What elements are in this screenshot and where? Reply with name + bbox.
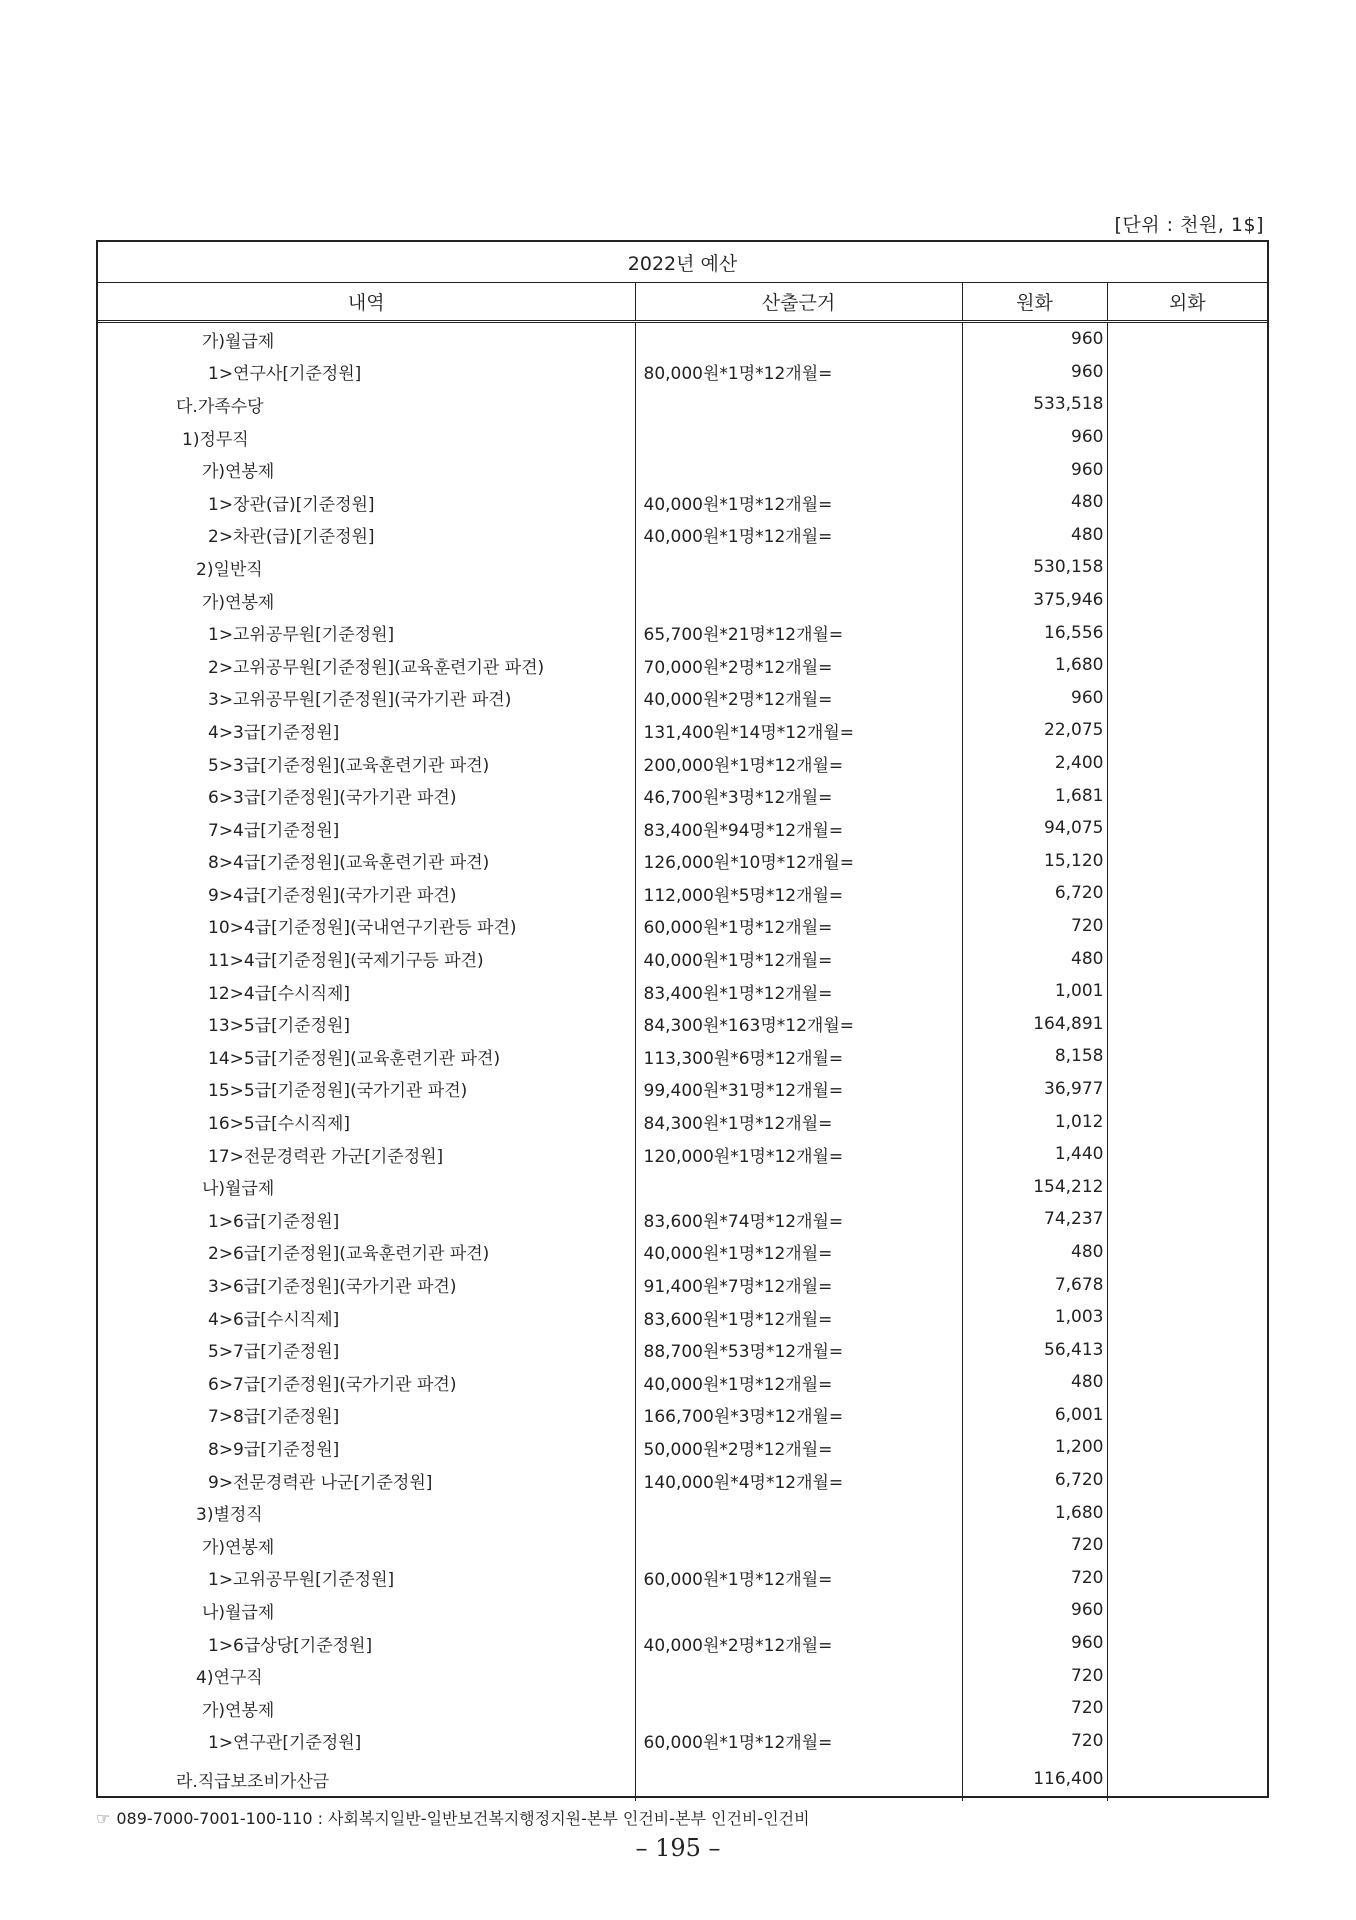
cell-item: 3)별정직 bbox=[98, 1496, 635, 1529]
cell-basis: 120,000원*1명*12개월= bbox=[635, 1138, 962, 1171]
table-row bbox=[98, 942, 1267, 975]
cell-item: 다.가족수당 bbox=[98, 388, 635, 421]
cell-krw: 1,440 bbox=[962, 1138, 1107, 1171]
cell-basis bbox=[635, 1757, 962, 1801]
cell-krw: 1,001 bbox=[962, 975, 1107, 1008]
cell-basis: 40,000원*1명*12개월= bbox=[635, 519, 962, 552]
cell-item: 7>8급[기준정원] bbox=[98, 1399, 635, 1432]
cell-foreign bbox=[1107, 519, 1267, 552]
cell-item: 가)월급제 bbox=[98, 322, 635, 356]
cell-foreign bbox=[1107, 1659, 1267, 1692]
cell-basis: 84,300원*1명*12개월= bbox=[635, 1105, 962, 1138]
table-row bbox=[98, 1496, 1267, 1529]
cell-item: 1>연구관[기준정원] bbox=[98, 1725, 635, 1758]
cell-foreign bbox=[1107, 1529, 1267, 1562]
table-row bbox=[98, 322, 1267, 356]
cell-foreign bbox=[1107, 1073, 1267, 1106]
column-header-item: 내역 bbox=[98, 283, 635, 322]
table-row bbox=[98, 877, 1267, 910]
cell-krw: 480 bbox=[962, 519, 1107, 552]
footnote bbox=[96, 1806, 810, 1829]
cell-item: 나)월급제 bbox=[98, 1594, 635, 1627]
cell-basis bbox=[635, 1659, 962, 1692]
cell-krw: 530,158 bbox=[962, 551, 1107, 584]
table-row bbox=[98, 453, 1267, 486]
cell-foreign bbox=[1107, 1594, 1267, 1627]
cell-krw: 960 bbox=[962, 682, 1107, 715]
table-row bbox=[98, 1627, 1267, 1660]
cell-krw: 94,075 bbox=[962, 812, 1107, 845]
cell-basis: 70,000원*2명*12개월= bbox=[635, 649, 962, 682]
cell-foreign bbox=[1107, 812, 1267, 845]
cell-foreign bbox=[1107, 322, 1267, 356]
cell-basis bbox=[635, 453, 962, 486]
cell-foreign bbox=[1107, 942, 1267, 975]
cell-item: 2>6급[기준정원](교육훈련기관 파견) bbox=[98, 1236, 635, 1269]
cell-foreign bbox=[1107, 1301, 1267, 1334]
table-row bbox=[98, 1236, 1267, 1269]
cell-basis: 99,400원*31명*12개월= bbox=[635, 1073, 962, 1106]
cell-item: 11>4급[기준정원](국제기구등 파견) bbox=[98, 942, 635, 975]
cell-item: 15>5급[기준정원](국가기관 파견) bbox=[98, 1073, 635, 1106]
cell-krw: 720 bbox=[962, 910, 1107, 943]
cell-basis: 60,000원*1명*12개월= bbox=[635, 1562, 962, 1595]
table-row bbox=[98, 584, 1267, 617]
cell-item: 8>4급[기준정원](교육훈련기관 파견) bbox=[98, 845, 635, 878]
table-row bbox=[98, 682, 1267, 715]
table-row bbox=[98, 1105, 1267, 1138]
cell-krw: 480 bbox=[962, 486, 1107, 519]
cell-foreign bbox=[1107, 616, 1267, 649]
cell-item: 7>4급[기준정원] bbox=[98, 812, 635, 845]
cell-basis bbox=[635, 421, 962, 454]
cell-basis bbox=[635, 1496, 962, 1529]
table-row bbox=[98, 1333, 1267, 1366]
table-row bbox=[98, 486, 1267, 519]
cell-basis bbox=[635, 388, 962, 421]
cell-krw: 1,681 bbox=[962, 779, 1107, 812]
cell-item: 4>6급[수시직제] bbox=[98, 1301, 635, 1334]
budget-table bbox=[98, 242, 1267, 1801]
cell-krw: 375,946 bbox=[962, 584, 1107, 617]
table-row bbox=[98, 747, 1267, 780]
table-row bbox=[98, 714, 1267, 747]
cell-krw: 720 bbox=[962, 1562, 1107, 1595]
cell-basis: 91,400원*7명*12개월= bbox=[635, 1268, 962, 1301]
footnote-text: 089-7000-7001-100-110 : 사회복지일반-일반보건복지행정지원-본부 인건비-본부 인건비-인건비 bbox=[116, 1809, 810, 1828]
cell-basis bbox=[635, 1170, 962, 1203]
cell-basis: 83,600원*1명*12개월= bbox=[635, 1301, 962, 1334]
cell-item: 17>전문경력관 가군[기준정원] bbox=[98, 1138, 635, 1171]
cell-foreign bbox=[1107, 1268, 1267, 1301]
cell-foreign bbox=[1107, 551, 1267, 584]
table-row bbox=[98, 519, 1267, 552]
table-body bbox=[98, 322, 1267, 1802]
cell-krw: 720 bbox=[962, 1692, 1107, 1725]
cell-krw: 56,413 bbox=[962, 1333, 1107, 1366]
cell-basis: 112,000원*5명*12개월= bbox=[635, 877, 962, 910]
cell-basis: 40,000원*1명*12개월= bbox=[635, 1236, 962, 1269]
cell-item: 가)연봉제 bbox=[98, 453, 635, 486]
cell-krw: 533,518 bbox=[962, 388, 1107, 421]
cell-krw: 960 bbox=[962, 453, 1107, 486]
cell-krw: 960 bbox=[962, 322, 1107, 356]
cell-basis: 200,000원*1명*12개월= bbox=[635, 747, 962, 780]
table-row bbox=[98, 1073, 1267, 1106]
cell-foreign bbox=[1107, 1757, 1267, 1801]
cell-foreign bbox=[1107, 486, 1267, 519]
cell-foreign bbox=[1107, 714, 1267, 747]
cell-basis: 40,000원*1명*12개월= bbox=[635, 1366, 962, 1399]
cell-krw: 960 bbox=[962, 356, 1107, 389]
column-header-foreign: 외화 bbox=[1107, 283, 1267, 322]
cell-krw: 480 bbox=[962, 1236, 1107, 1269]
cell-foreign bbox=[1107, 747, 1267, 780]
table-row bbox=[98, 1138, 1267, 1171]
cell-item: 라.직급보조비가산금 bbox=[98, 1757, 635, 1801]
table-row bbox=[98, 1170, 1267, 1203]
cell-foreign bbox=[1107, 1236, 1267, 1269]
cell-krw: 7,678 bbox=[962, 1268, 1107, 1301]
table-row bbox=[98, 1007, 1267, 1040]
table-row bbox=[98, 1692, 1267, 1725]
cell-foreign bbox=[1107, 845, 1267, 878]
table-row bbox=[98, 1464, 1267, 1497]
cell-basis: 113,300원*6명*12개월= bbox=[635, 1040, 962, 1073]
cell-basis: 40,000원*2명*12개월= bbox=[635, 1627, 962, 1660]
cell-basis: 166,700원*3명*12개월= bbox=[635, 1399, 962, 1432]
table-row bbox=[98, 1529, 1267, 1562]
cell-foreign bbox=[1107, 1725, 1267, 1758]
table-row bbox=[98, 845, 1267, 878]
cell-item: 가)연봉제 bbox=[98, 1529, 635, 1562]
budget-table-container bbox=[96, 240, 1269, 1798]
cell-item: 9>4급[기준정원](국가기관 파견) bbox=[98, 877, 635, 910]
cell-basis: 50,000원*2명*12개월= bbox=[635, 1431, 962, 1464]
cell-krw: 2,400 bbox=[962, 747, 1107, 780]
cell-foreign bbox=[1107, 584, 1267, 617]
cell-item: 1)정무직 bbox=[98, 421, 635, 454]
cell-item: 6>3급[기준정원](국가기관 파견) bbox=[98, 779, 635, 812]
cell-krw: 36,977 bbox=[962, 1073, 1107, 1106]
cell-foreign bbox=[1107, 682, 1267, 715]
cell-item: 8>9급[기준정원] bbox=[98, 1431, 635, 1464]
cell-krw: 6,001 bbox=[962, 1399, 1107, 1432]
cell-basis: 60,000원*1명*12개월= bbox=[635, 1725, 962, 1758]
cell-foreign bbox=[1107, 1431, 1267, 1464]
table-row bbox=[98, 1399, 1267, 1432]
cell-foreign bbox=[1107, 1399, 1267, 1432]
cell-basis bbox=[635, 322, 962, 356]
cell-item: 3>고위공무원[기준정원](국가기관 파견) bbox=[98, 682, 635, 715]
cell-krw: 154,212 bbox=[962, 1170, 1107, 1203]
cell-krw: 1,003 bbox=[962, 1301, 1107, 1334]
cell-basis: 65,700원*21명*12개월= bbox=[635, 616, 962, 649]
cell-item: 1>6급상당[기준정원] bbox=[98, 1627, 635, 1660]
cell-foreign bbox=[1107, 356, 1267, 389]
table-row bbox=[98, 616, 1267, 649]
cell-krw: 16,556 bbox=[962, 616, 1107, 649]
cell-krw: 960 bbox=[962, 1594, 1107, 1627]
table-row bbox=[98, 1431, 1267, 1464]
cell-krw: 1,680 bbox=[962, 649, 1107, 682]
cell-basis: 60,000원*1명*12개월= bbox=[635, 910, 962, 943]
cell-krw: 720 bbox=[962, 1659, 1107, 1692]
cell-item: 10>4급[기준정원](국내연구기관등 파견) bbox=[98, 910, 635, 943]
table-row bbox=[98, 1040, 1267, 1073]
cell-foreign bbox=[1107, 388, 1267, 421]
cell-foreign bbox=[1107, 1496, 1267, 1529]
cell-foreign bbox=[1107, 1138, 1267, 1171]
cell-krw: 1,680 bbox=[962, 1496, 1107, 1529]
table-row bbox=[98, 975, 1267, 1008]
cell-foreign bbox=[1107, 1627, 1267, 1660]
cell-basis: 83,400원*1명*12개월= bbox=[635, 975, 962, 1008]
cell-item: 나)월급제 bbox=[98, 1170, 635, 1203]
cell-krw: 6,720 bbox=[962, 877, 1107, 910]
cell-krw: 1,200 bbox=[962, 1431, 1107, 1464]
table-row bbox=[98, 356, 1267, 389]
column-header-basis: 산출근거 bbox=[635, 283, 962, 322]
cell-item: 1>연구사[기준정원] bbox=[98, 356, 635, 389]
cell-basis: 40,000원*2명*12개월= bbox=[635, 682, 962, 715]
cell-basis bbox=[635, 551, 962, 584]
cell-basis bbox=[635, 1529, 962, 1562]
cell-krw: 720 bbox=[962, 1529, 1107, 1562]
table-row bbox=[98, 1203, 1267, 1236]
cell-item: 4)연구직 bbox=[98, 1659, 635, 1692]
table-row bbox=[98, 388, 1267, 421]
cell-item: 5>3급[기준정원](교육훈련기관 파견) bbox=[98, 747, 635, 780]
cell-item: 가)연봉제 bbox=[98, 1692, 635, 1725]
cell-foreign bbox=[1107, 1170, 1267, 1203]
unit-label: [단위 : 천원, 1$] bbox=[1114, 214, 1264, 236]
cell-item: 9>전문경력관 나군[기준정원] bbox=[98, 1464, 635, 1497]
cell-krw: 720 bbox=[962, 1725, 1107, 1758]
cell-krw: 480 bbox=[962, 942, 1107, 975]
cell-basis: 131,400원*14명*12개월= bbox=[635, 714, 962, 747]
cell-foreign bbox=[1107, 779, 1267, 812]
table-row bbox=[98, 1659, 1267, 1692]
cell-basis: 40,000원*1명*12개월= bbox=[635, 486, 962, 519]
cell-foreign bbox=[1107, 1105, 1267, 1138]
cell-item: 2>고위공무원[기준정원](교육훈련기관 파견) bbox=[98, 649, 635, 682]
cell-krw: 960 bbox=[962, 421, 1107, 454]
cell-foreign bbox=[1107, 877, 1267, 910]
cell-krw: 8,158 bbox=[962, 1040, 1107, 1073]
cell-krw: 960 bbox=[962, 1627, 1107, 1660]
cell-basis: 88,700원*53명*12개월= bbox=[635, 1333, 962, 1366]
page-number: – 195 – bbox=[635, 1834, 721, 1862]
cell-foreign bbox=[1107, 649, 1267, 682]
cell-basis: 40,000원*1명*12개월= bbox=[635, 942, 962, 975]
cell-krw: 164,891 bbox=[962, 1007, 1107, 1040]
cell-item: 14>5급[기준정원](교육훈련기관 파견) bbox=[98, 1040, 635, 1073]
cell-basis: 83,600원*74명*12개월= bbox=[635, 1203, 962, 1236]
cell-foreign bbox=[1107, 1562, 1267, 1595]
table-row bbox=[98, 1301, 1267, 1334]
table-row bbox=[98, 1594, 1267, 1627]
cell-basis: 46,700원*3명*12개월= bbox=[635, 779, 962, 812]
cell-foreign bbox=[1107, 975, 1267, 1008]
cell-basis: 126,000원*10명*12개월= bbox=[635, 845, 962, 878]
cell-foreign bbox=[1107, 1007, 1267, 1040]
cell-basis bbox=[635, 584, 962, 617]
cell-item: 2>차관(급)[기준정원] bbox=[98, 519, 635, 552]
cell-basis bbox=[635, 1692, 962, 1725]
table-row bbox=[98, 421, 1267, 454]
cell-foreign bbox=[1107, 1203, 1267, 1236]
cell-foreign bbox=[1107, 453, 1267, 486]
cell-basis: 140,000원*4명*12개월= bbox=[635, 1464, 962, 1497]
cell-item: 가)연봉제 bbox=[98, 584, 635, 617]
column-header-krw: 원화 bbox=[962, 283, 1107, 322]
cell-foreign bbox=[1107, 910, 1267, 943]
table-row bbox=[98, 812, 1267, 845]
cell-item: 4>3급[기준정원] bbox=[98, 714, 635, 747]
cell-foreign bbox=[1107, 1040, 1267, 1073]
table-row bbox=[98, 1757, 1267, 1801]
cell-item: 5>7급[기준정원] bbox=[98, 1333, 635, 1366]
table-row bbox=[98, 1268, 1267, 1301]
cell-item: 13>5급[기준정원] bbox=[98, 1007, 635, 1040]
cell-krw: 22,075 bbox=[962, 714, 1107, 747]
table-row bbox=[98, 649, 1267, 682]
pointing-hand-icon: ☞ bbox=[96, 1809, 111, 1828]
cell-item: 2)일반직 bbox=[98, 551, 635, 584]
cell-foreign bbox=[1107, 1692, 1267, 1725]
cell-foreign bbox=[1107, 421, 1267, 454]
cell-basis: 83,400원*94명*12개월= bbox=[635, 812, 962, 845]
cell-foreign bbox=[1107, 1366, 1267, 1399]
table-row bbox=[98, 1562, 1267, 1595]
table-row bbox=[98, 551, 1267, 584]
cell-basis: 84,300원*163명*12개월= bbox=[635, 1007, 962, 1040]
table-title: 2022년 예산 bbox=[98, 242, 1267, 283]
cell-krw: 15,120 bbox=[962, 845, 1107, 878]
cell-basis: 80,000원*1명*12개월= bbox=[635, 356, 962, 389]
table-row bbox=[98, 910, 1267, 943]
cell-krw: 6,720 bbox=[962, 1464, 1107, 1497]
table-row bbox=[98, 1366, 1267, 1399]
table-row bbox=[98, 779, 1267, 812]
cell-item: 16>5급[수시직제] bbox=[98, 1105, 635, 1138]
cell-item: 1>고위공무원[기준정원] bbox=[98, 1562, 635, 1595]
cell-foreign bbox=[1107, 1333, 1267, 1366]
cell-krw: 74,237 bbox=[962, 1203, 1107, 1236]
cell-item: 6>7급[기준정원](국가기관 파견) bbox=[98, 1366, 635, 1399]
cell-basis bbox=[635, 1594, 962, 1627]
cell-krw: 480 bbox=[962, 1366, 1107, 1399]
cell-item: 1>장관(급)[기준정원] bbox=[98, 486, 635, 519]
cell-item: 1>고위공무원[기준정원] bbox=[98, 616, 635, 649]
cell-item: 1>6급[기준정원] bbox=[98, 1203, 635, 1236]
cell-item: 3>6급[기준정원](국가기관 파견) bbox=[98, 1268, 635, 1301]
cell-krw: 116,400 bbox=[962, 1757, 1107, 1801]
cell-krw: 1,012 bbox=[962, 1105, 1107, 1138]
cell-foreign bbox=[1107, 1464, 1267, 1497]
table-row bbox=[98, 1725, 1267, 1758]
cell-item: 12>4급[수시직제] bbox=[98, 975, 635, 1008]
